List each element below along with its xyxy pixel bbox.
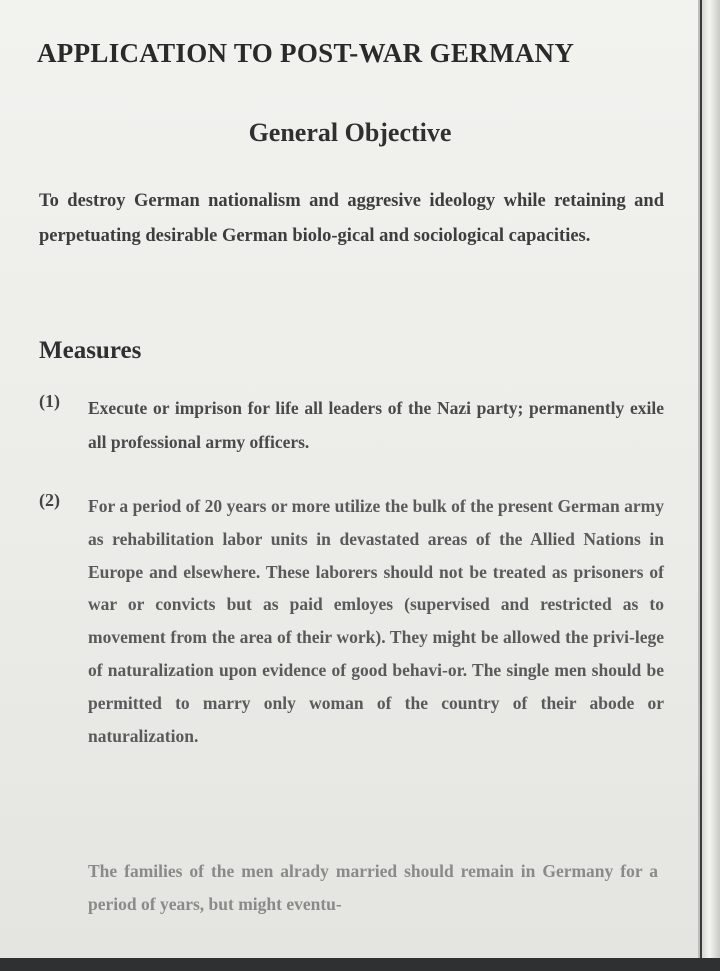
section-title-measures: Measures <box>39 337 142 364</box>
document-heading: APPLICATION TO POST-WAR GERMANY <box>37 38 575 68</box>
measure-text: For a period of 20 years or more utilize the bulk of the present German army as rehabilitation labor units in devastated areas of the Allied Nations in Europe and elsewhere. These laborers should not be treated as prisoners of war or convicts but as paid emloyes (supervised and restricted as to movement from the area of their work). They might be allowed the privi-lege of naturalization upon evidence of good behavi-or. The single men should be permitted to marry only woman of the country of their abode or naturalization. <box>88 496 664 746</box>
measure-number: (1) <box>39 391 60 411</box>
measure-number: (2) <box>39 490 60 510</box>
background-strip <box>0 958 720 971</box>
objective-paragraph: To destroy German nationalism and aggresive ideology while retaining and perpetuating desirable German biolo-gical and sociological capacities. <box>39 191 664 246</box>
measure-text: Execute or imprison for life all leaders of the Nazi party; permanently exile all professional army officers. <box>88 398 664 452</box>
section-title-general-objective: General Objective <box>248 118 452 147</box>
measure-item <box>39 391 664 459</box>
page-edge <box>702 0 720 971</box>
continuation-paragraph: The families of the men alrady married should remain in Germany for a period of years, but might eventu- <box>88 861 658 914</box>
measure-item <box>39 490 664 752</box>
